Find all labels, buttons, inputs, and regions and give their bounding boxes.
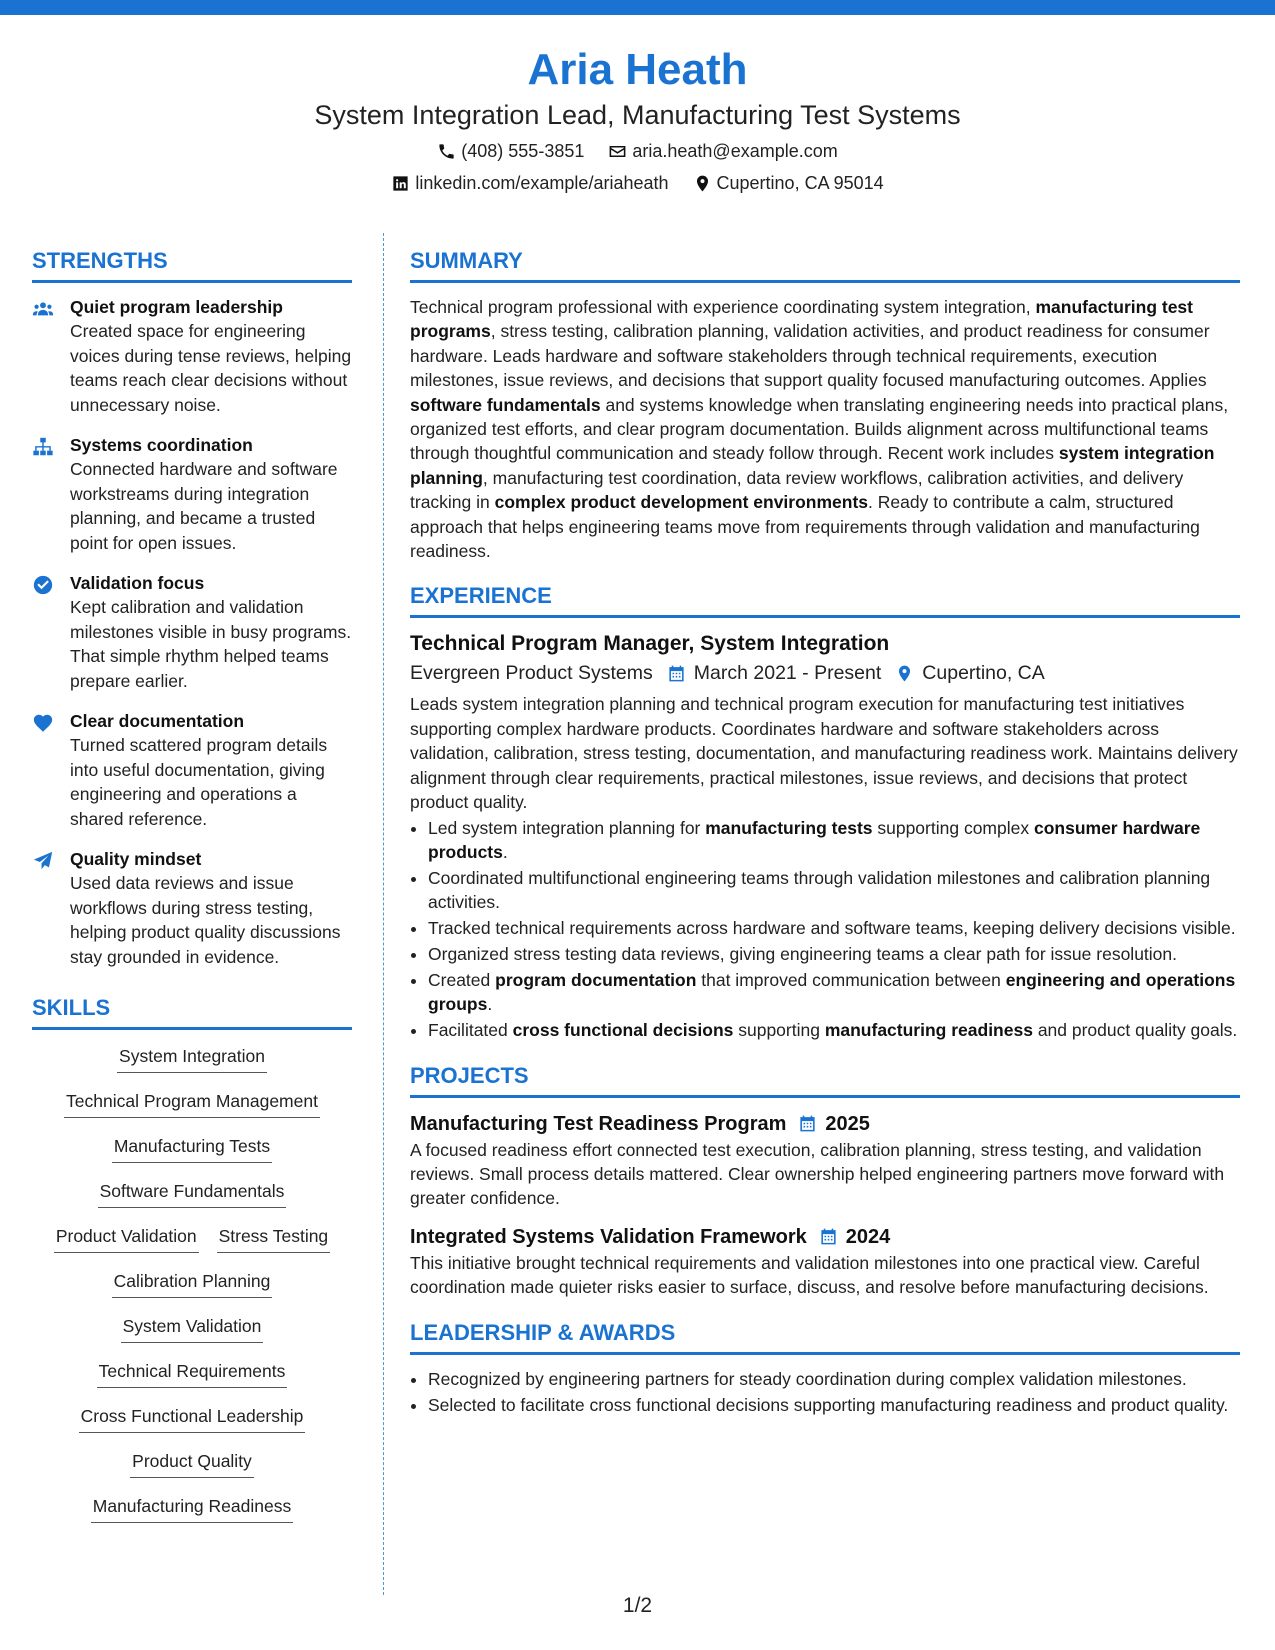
linkedin-contact: [391, 170, 668, 196]
candidate-name: Aria Heath: [527, 45, 748, 94]
list-item: • Tracked technical requirements across hardware and software teams, keeping delivery decisions visible.: [428, 916, 1240, 940]
strength-title: Quality mindset: [70, 849, 202, 869]
skill-tag: System Validation: [121, 1314, 264, 1343]
skill-tag: Product Validation: [54, 1224, 199, 1253]
map-pin-icon: [895, 664, 914, 683]
skills-heading: SKILLS: [32, 993, 352, 1030]
job-dates: March 2021 - Present: [693, 662, 882, 685]
skill-tag: Calibration Planning: [112, 1269, 273, 1298]
skills-section: [32, 993, 352, 1539]
list-item: • Organized stress testing data reviews, giving engineering teams a clear path for issue resolution.: [428, 942, 1240, 966]
skill-tag: Manufacturing Readiness: [91, 1494, 293, 1523]
strength-desc: Kept calibration and validation milestones visible in busy programs. That simple rhythm helped teams prepare earlier.: [70, 597, 352, 691]
strengths-heading: STRENGTHS: [32, 246, 352, 283]
job-description: Leads system integration planning and technical program execution for manufacturing test initiatives supporting complex hardware products. Coordinates hardware and software stakeholders across validation, calibration, stress testing, documentation, and manufacturing readiness work. Maintains delivery alignment through clear requirements, practical milestones, issue reviews, and decisions that protect product quality.: [410, 694, 1238, 813]
company-name: Evergreen Product Systems: [410, 662, 653, 685]
list-item: • Facilitated cross functional decisions supporting manufacturing readiness and product quality goals.: [428, 1018, 1240, 1042]
left-column: [32, 246, 352, 1539]
resume-header: [0, 40, 1275, 196]
check-circle-icon: [32, 574, 54, 596]
phone-icon: [437, 142, 456, 161]
job-location: Cupertino, CA: [922, 662, 1045, 685]
project-title: Integrated Systems Validation Framework: [410, 1225, 807, 1248]
strength-title: Validation focus: [70, 573, 205, 593]
heart-icon: [32, 712, 54, 734]
project-year: 2025: [825, 1112, 870, 1135]
summary-text: Technical program professional with experience coordinating system integration, manufacturing test programs, stress testing, calibration planning, validation activities, and product readiness for consumer hardware. Leads hardware and software stakeholders through technical requirements, execution milestones, issue reviews, and decisions that support quality focused manufacturing outcomes. Applies software fundamentals and systems knowledge when translating engineering needs into practical plans, organized test efforts, and clear program documentation. Builds alignment across multifunctional teams through thoughtful communication and steady follow through. Recent work includes system integration planning, manufacturing test coordination, data review workflows, calibration activities, and delivery tracking in complex product development environments. Ready to contribute a calm, structured approach that helps engineering teams move from requirements through validation and manufacturing readiness.: [410, 297, 1229, 562]
linkedin-icon: [391, 174, 410, 193]
leadership-list: [410, 1367, 1240, 1417]
experience-heading: EXPERIENCE: [410, 581, 1240, 618]
calendar-icon: [667, 664, 686, 683]
page-number: 1/2: [622, 1594, 653, 1617]
list-item: • Created program documentation that improved communication between engineering and operations groups.: [428, 968, 1240, 1017]
contact-row-2: [0, 170, 1275, 196]
envelope-icon: [608, 142, 627, 161]
project-item: [410, 1110, 1240, 1211]
job-title: Technical Program Manager, System Integration: [410, 632, 890, 656]
skill-tag: Software Fundamentals: [98, 1179, 287, 1208]
strength-desc: Connected hardware and software workstreams during integration planning, and became a trusted point for open issues.: [70, 459, 338, 553]
leadership-heading: LEADERSHIP & AWARDS: [410, 1318, 1240, 1355]
skill-tag: Cross Functional Leadership: [79, 1404, 306, 1433]
strength-desc: Created space for engineering voices during tense reviews, helping teams reach clear decisions without unnecessary noise.: [70, 321, 352, 415]
contact-row-1: [0, 138, 1275, 164]
project-item: [410, 1223, 1240, 1300]
skill-list: [32, 1042, 352, 1539]
project-title: Manufacturing Test Readiness Program: [410, 1112, 787, 1135]
list-item: • Coordinated multifunctional engineering teams through validation milestones and calibration planning activities.: [428, 866, 1240, 915]
users-icon: [32, 298, 54, 320]
location-contact: [693, 170, 884, 196]
list-item: • Recognized by engineering partners for steady coordination during complex validation milestones.: [428, 1367, 1240, 1391]
strength-item: [32, 571, 352, 693]
phone-text[interactable]: (408) 555-3851: [461, 141, 585, 161]
strength-item: [32, 847, 352, 969]
strength-title: Systems coordination: [70, 435, 253, 455]
strength-title: Clear documentation: [70, 711, 245, 731]
summary-heading: SUMMARY: [410, 246, 1240, 283]
right-column: [410, 246, 1240, 1419]
calendar-icon: [798, 1114, 817, 1133]
email-link[interactable]: aria.heath@example.com: [632, 141, 838, 161]
calendar-icon: [819, 1227, 838, 1246]
strength-item: [32, 295, 352, 417]
strength-item: [32, 433, 352, 555]
project-desc: A focused readiness effort connected test execution, calibration planning, stress testing, and validation reviews. Small process details mattered. Clear ownership helped engineering partners move forward with greater confidence.: [410, 1139, 1225, 1209]
linkedin-link[interactable]: linkedin.com/example/ariaheath: [415, 173, 669, 193]
projects-heading: PROJECTS: [410, 1061, 1240, 1098]
strength-title: Quiet program leadership: [70, 297, 283, 317]
column-divider: [383, 233, 384, 1595]
job-bullets: [410, 816, 1240, 1043]
skill-tag: Technical Requirements: [97, 1359, 288, 1388]
sitemap-icon: [32, 436, 54, 458]
candidate-title: System Integration Lead, Manufacturing Test Systems: [314, 100, 961, 130]
skill-tag: Product Quality: [130, 1449, 254, 1478]
phone-contact: [437, 138, 584, 164]
map-pin-icon: [693, 174, 712, 193]
list-item: • Selected to facilitate cross functional decisions supporting manufacturing readiness and product quality.: [428, 1393, 1240, 1417]
location-text: Cupertino, CA 95014: [716, 173, 884, 193]
skill-tag: Technical Program Management: [64, 1089, 320, 1118]
email-contact: [608, 138, 837, 164]
list-item: • Led system integration planning for manufacturing tests supporting complex consumer hardware products.: [428, 816, 1240, 865]
skill-tag: Stress Testing: [217, 1224, 331, 1253]
project-desc: This initiative brought technical requirements and validation milestones into one practical view. Careful coordination made quieter risks easier to surface, discuss, and resolve before manufacturing decisions.: [410, 1252, 1209, 1298]
paper-plane-icon: [32, 850, 54, 872]
skill-tag: Manufacturing Tests: [112, 1134, 272, 1163]
project-year: 2024: [845, 1225, 891, 1248]
strength-desc: Turned scattered program details into useful documentation, giving engineering and operations a shared reference.: [70, 735, 328, 829]
strength-desc: Used data reviews and issue workflows during stress testing, helping product quality discussions stay grounded in evidence.: [70, 873, 341, 967]
job-meta: [410, 658, 1240, 688]
skill-tag: System Integration: [117, 1044, 267, 1073]
strength-item: [32, 709, 352, 831]
top-accent-bar: [0, 0, 1275, 15]
